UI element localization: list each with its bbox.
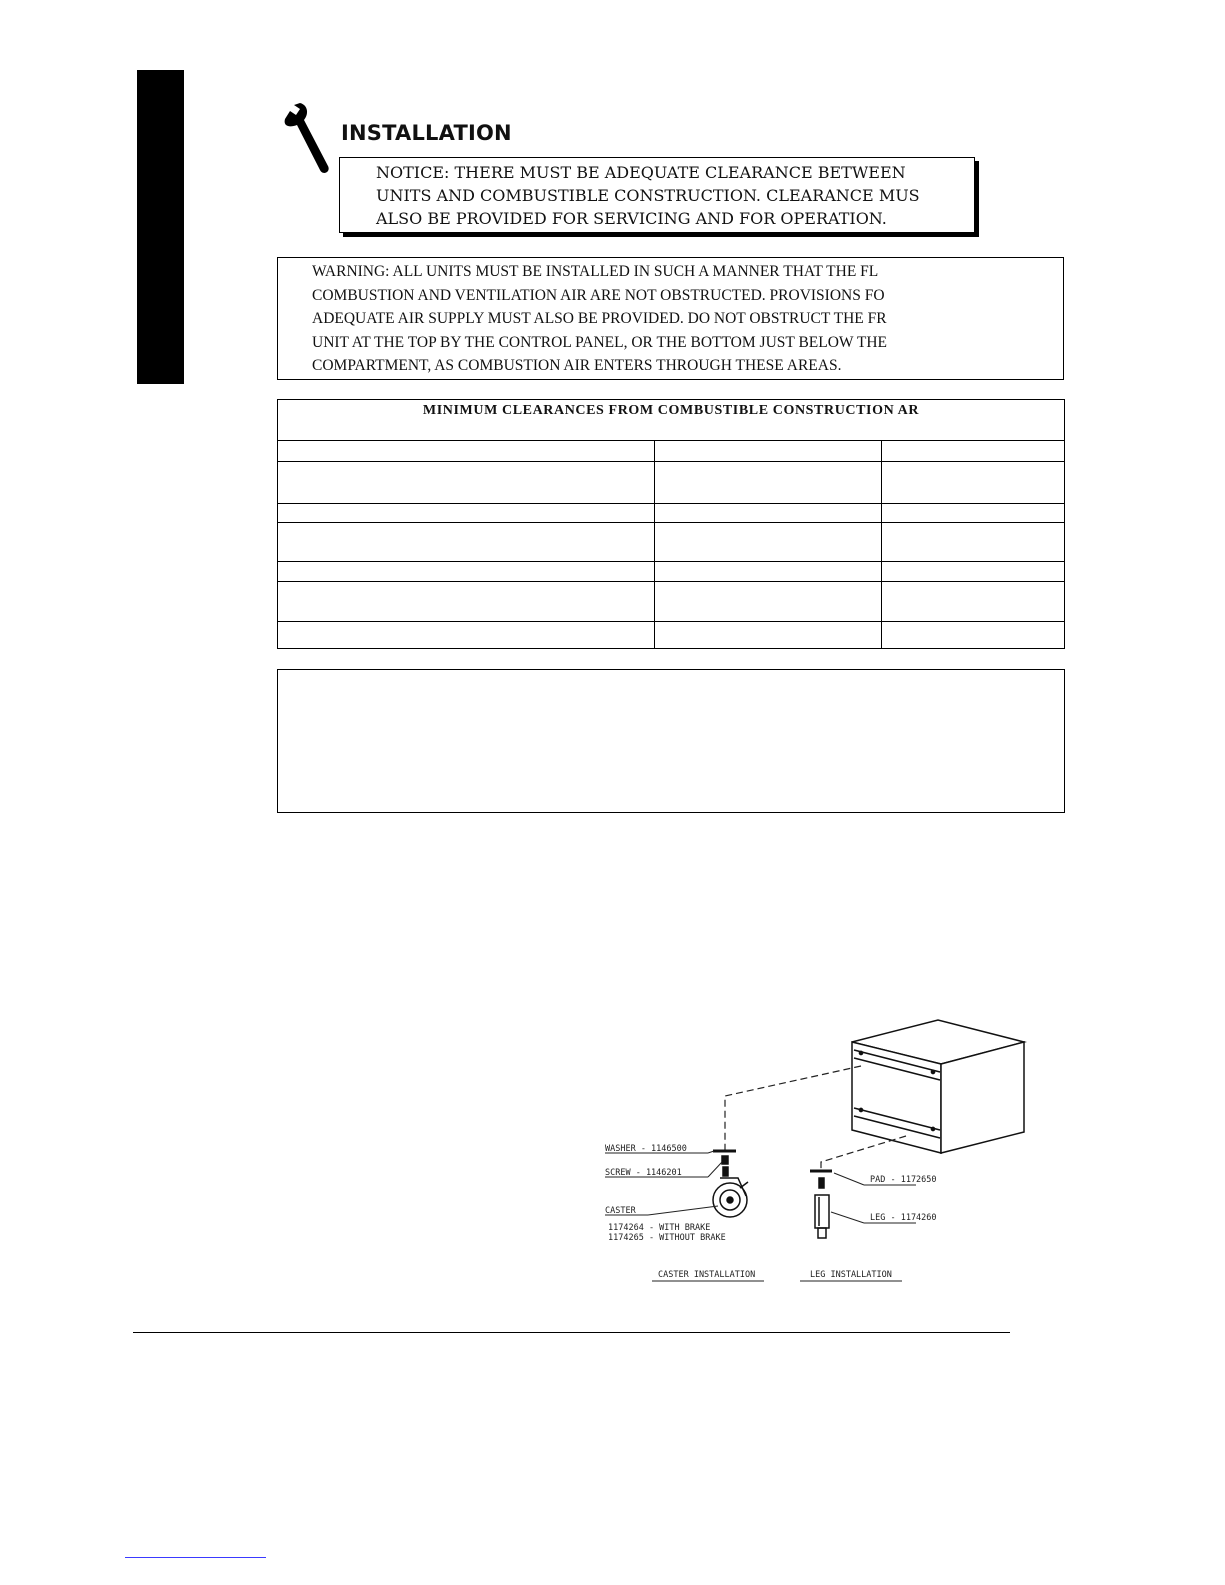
footer-rule <box>133 1332 1010 1333</box>
warning-box <box>277 257 1064 380</box>
cabinet-drawing <box>852 1020 1024 1153</box>
section-side-tab <box>137 70 184 384</box>
leg-label: LEG - 1174260 <box>870 1213 937 1223</box>
notice-box <box>339 157 975 233</box>
caster-leg-installation-figure <box>568 1010 1028 1305</box>
leg-installation-caption: LEG INSTALLATION <box>810 1270 892 1280</box>
caster-label: CASTER <box>605 1206 636 1216</box>
table-column-divider <box>881 440 882 648</box>
warning-text: WARNING: ALL UNITS MUST BE INSTALLED IN SUCH A MANNER THAT THE FL COMBUSTION AND VENTILATION AIR ARE NOT OBSTRUCTED. PROVISIONS FO ADEQUATE AIR SUPPLY MUST ALSO BE PROVIDED. DO NOT OBSTRUCT THE FR UNIT AT THE TOP BY THE CONTROL PANEL, OR THE BOTTOM JUST BELOW THE COMPARTMENT, AS COMBUSTION AIR ENTERS THROUGH THESE AREAS. <box>312 263 887 374</box>
wrench-icon <box>278 103 334 179</box>
footer-link-underline[interactable] <box>125 1557 266 1558</box>
table-rule <box>278 561 1064 562</box>
table-rule <box>278 440 1064 441</box>
caster-with-brake-label: 1174264 - WITH BRAKE <box>608 1223 711 1233</box>
leg-drawing <box>810 1171 832 1238</box>
table-rule <box>278 503 1064 504</box>
caster-installation-caption: CASTER INSTALLATION <box>658 1270 756 1280</box>
table-rule <box>278 461 1064 462</box>
pad-label: PAD - 1172650 <box>870 1175 937 1185</box>
section-title: INSTALLATION <box>341 121 512 145</box>
clearance-table <box>277 399 1065 649</box>
table-rule <box>278 522 1064 523</box>
note-box <box>277 669 1065 813</box>
screw-label: SCREW - 1146201 <box>605 1168 682 1178</box>
clearance-table-title: MINIMUM CLEARANCES FROM COMBUSTIBLE CONSTRUCTION AR <box>422 403 920 418</box>
washer-label: WASHER - 1146500 <box>605 1144 687 1154</box>
table-column-divider <box>654 440 655 648</box>
notice-text: NOTICE: THERE MUST BE ADEQUATE CLEARANCE BETWEEN UNITS AND COMBUSTIBLE CONSTRUCTION. CLEARANCE MUS ALSO BE PROVIDED FOR SERVICING AND FOR OPERATION. <box>376 163 920 228</box>
caster-drawing <box>713 1151 748 1217</box>
table-rule <box>278 581 1064 582</box>
caster-without-brake-label: 1174265 - WITHOUT BRAKE <box>608 1233 726 1243</box>
table-rule <box>278 621 1064 622</box>
